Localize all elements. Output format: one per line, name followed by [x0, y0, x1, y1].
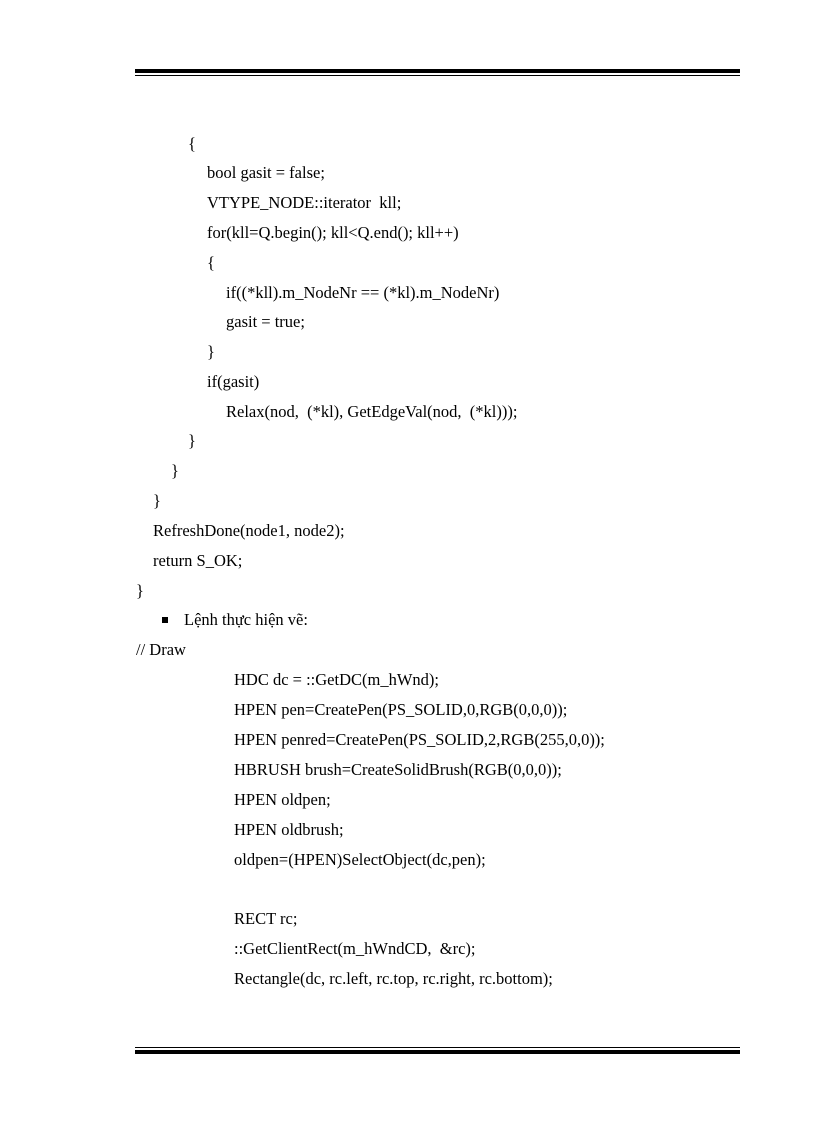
- code-line: }: [188, 431, 196, 450]
- code-line: HBRUSH brush=CreateSolidBrush(RGB(0,0,0));: [234, 760, 562, 779]
- code-line: }: [136, 581, 144, 600]
- code-line: Relax(nod, (*kl), GetEdgeVal(nod, (*kl)));: [226, 402, 518, 421]
- code-line: }: [153, 491, 161, 510]
- code-line: {: [207, 253, 215, 272]
- code-line: Rectangle(dc, rc.left, rc.top, rc.right, rc.bottom);: [234, 969, 553, 988]
- bullet-icon: [162, 617, 168, 623]
- code-line: if((*kll).m_NodeNr == (*kl).m_NodeNr): [226, 283, 500, 302]
- header-rule: [135, 69, 740, 76]
- code-line: bool gasit = false;: [207, 163, 325, 182]
- code-line: HPEN pen=CreatePen(PS_SOLID,0,RGB(0,0,0));: [234, 700, 568, 719]
- code-line: if(gasit): [207, 372, 260, 391]
- code-line: RECT rc;: [234, 909, 298, 928]
- code-line: }: [171, 461, 179, 480]
- code-line: VTYPE_NODE::iterator kll;: [207, 193, 402, 212]
- bullet-text: Lệnh thực hiện vẽ:: [184, 610, 308, 629]
- code-line: HPEN oldbrush;: [234, 820, 344, 839]
- code-line: return S_OK;: [153, 551, 243, 570]
- code-line: HDC dc = ::GetDC(m_hWnd);: [234, 670, 439, 689]
- code-line: gasit = true;: [226, 312, 305, 331]
- code-line: oldpen=(HPEN)SelectObject(dc,pen);: [234, 850, 486, 869]
- code-line: RefreshDone(node1, node2);: [153, 521, 345, 540]
- footer-rule: [135, 1047, 740, 1054]
- code-line: ::GetClientRect(m_hWndCD, &rc);: [234, 939, 476, 958]
- code-comment: // Draw: [136, 640, 186, 659]
- code-line: HPEN oldpen;: [234, 790, 331, 809]
- code-line: for(kll=Q.begin(); kll<Q.end(); kll++): [207, 223, 459, 242]
- code-line: {: [188, 134, 196, 153]
- code-line: HPEN penred=CreatePen(PS_SOLID,2,RGB(255,0,0));: [234, 730, 605, 749]
- code-line: }: [207, 342, 215, 361]
